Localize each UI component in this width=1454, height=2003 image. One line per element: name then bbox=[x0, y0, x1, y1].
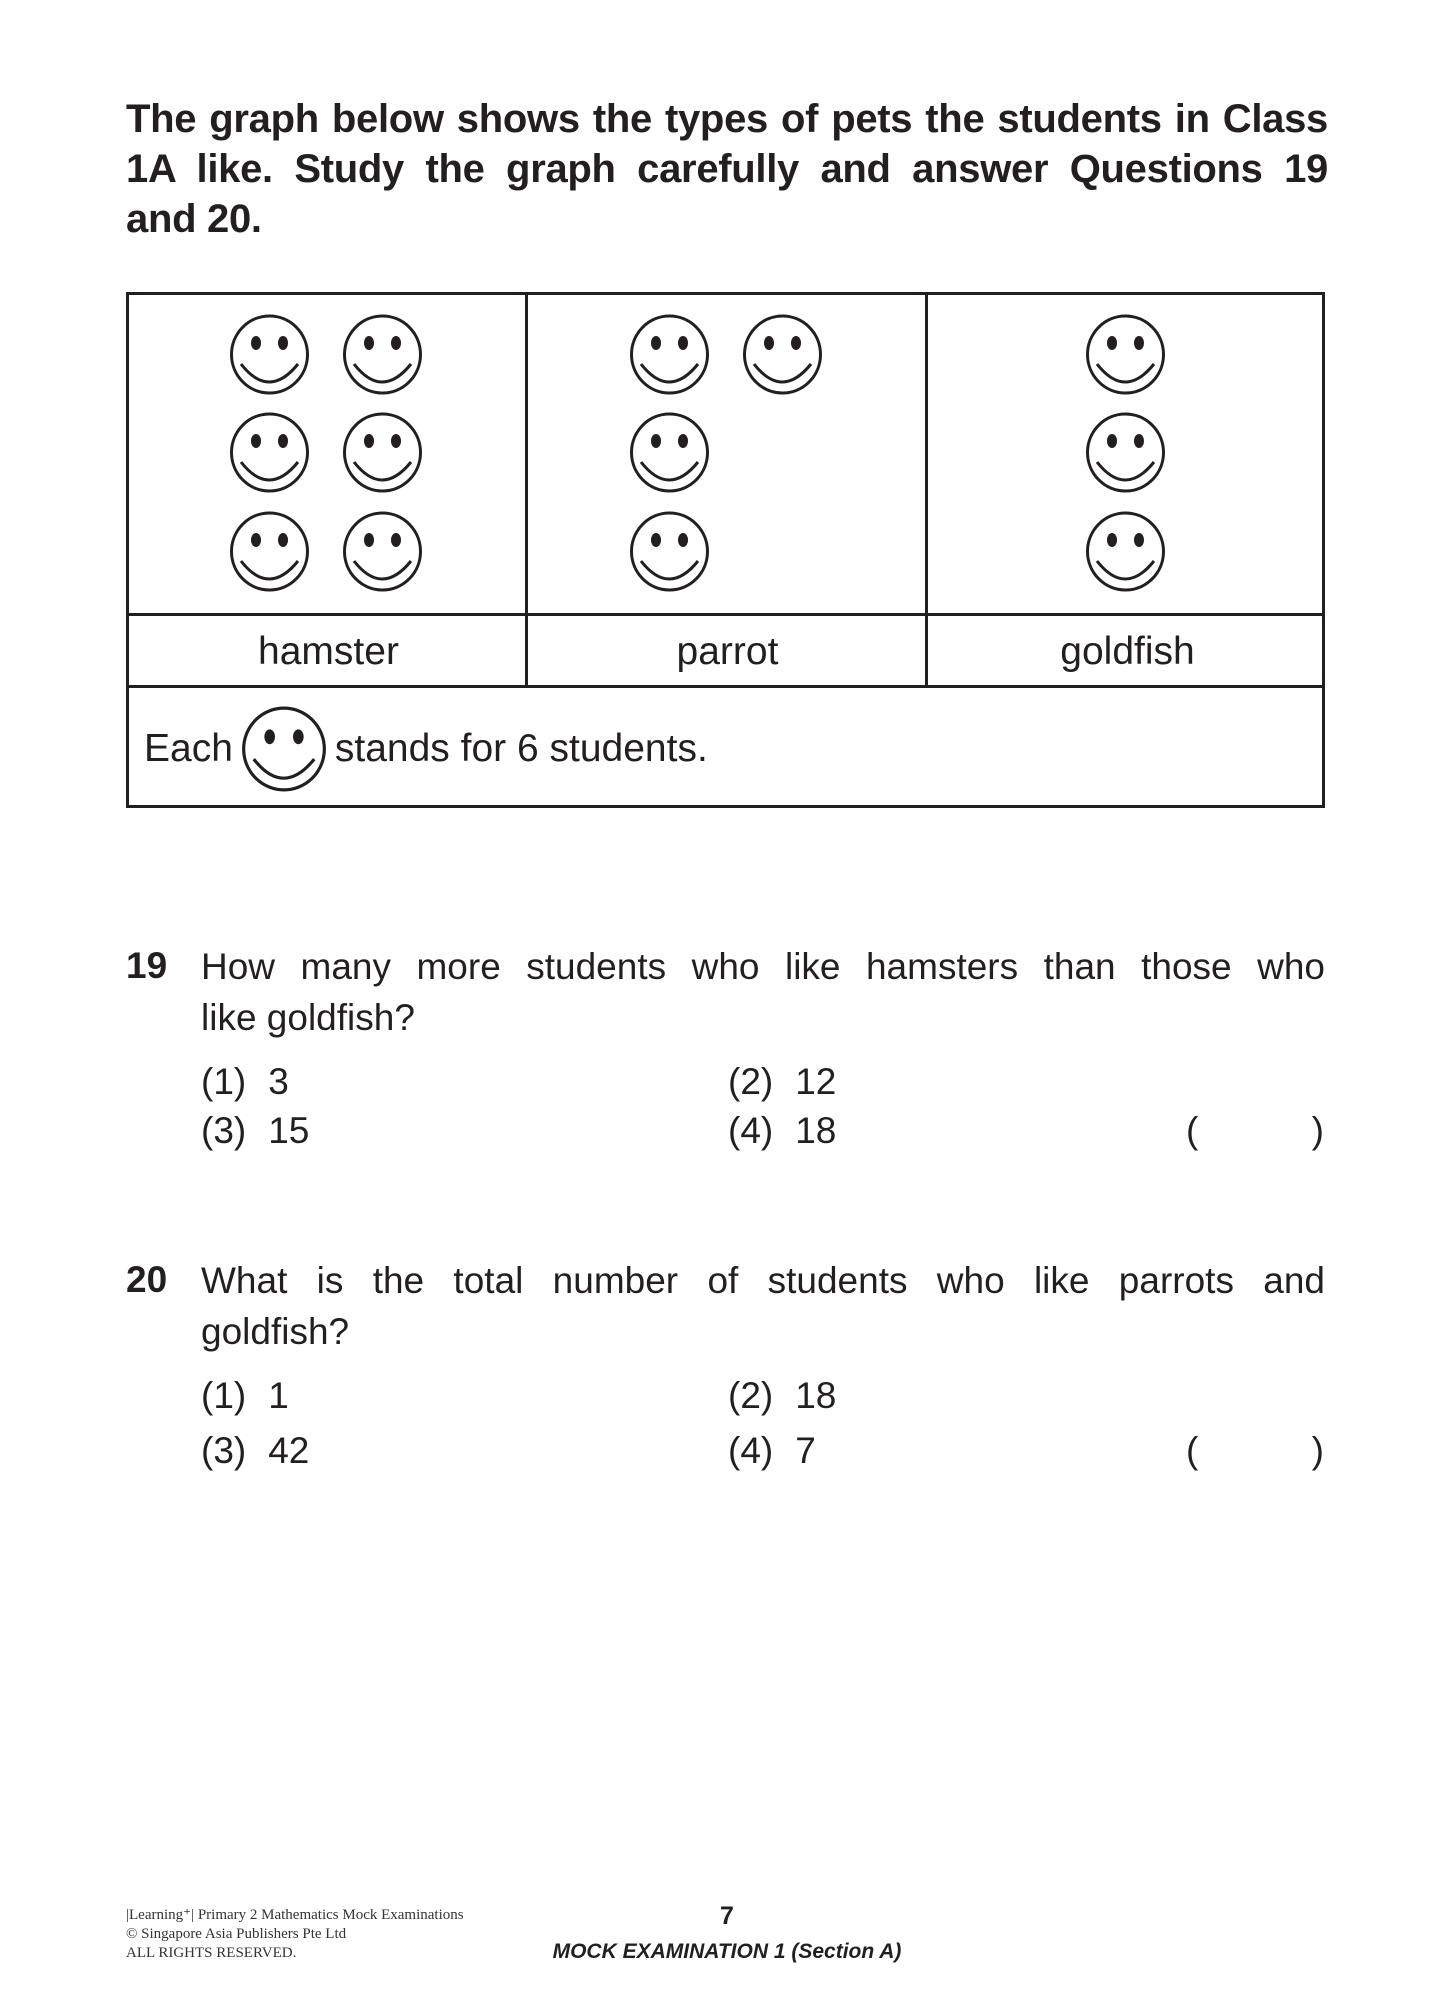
smiley-face-icon bbox=[229, 314, 310, 395]
footer-line: © Singapore Asia Publishers Pte Ltd bbox=[126, 1926, 347, 1942]
answer-close-bracket: ) bbox=[1311, 1110, 1324, 1151]
option-3[interactable] bbox=[201, 1430, 309, 1472]
option-label: (4) bbox=[728, 1430, 774, 1471]
option-2[interactable] bbox=[728, 1061, 836, 1103]
smiley-face-icon bbox=[629, 412, 710, 493]
option-1[interactable] bbox=[201, 1061, 289, 1103]
smiley-face-icon bbox=[1085, 314, 1166, 395]
section-title: MOCK EXAMINATION 1 (Section A) bbox=[552, 1940, 902, 1963]
instructions-paragraph bbox=[126, 94, 1328, 244]
option-value: 42 bbox=[268, 1430, 310, 1471]
answer-open-bracket: ( bbox=[1186, 1430, 1199, 1471]
smiley-face-icon bbox=[229, 511, 310, 592]
option-value: 15 bbox=[268, 1110, 310, 1151]
option-label: (3) bbox=[201, 1430, 247, 1471]
question-text-line: goldfish? bbox=[201, 1311, 350, 1352]
question-text-line: like goldfish? bbox=[201, 997, 415, 1038]
smiley-face-icon bbox=[742, 314, 823, 395]
option-label: (2) bbox=[728, 1061, 774, 1102]
option-value: 1 bbox=[268, 1375, 289, 1416]
smiley-face-icon bbox=[1085, 511, 1166, 592]
smiley-face-icon bbox=[342, 314, 423, 395]
footer-line: ALL RIGHTS RESERVED. bbox=[126, 1945, 297, 1961]
smiley-face-icon bbox=[1085, 412, 1166, 493]
answer-open-bracket: ( bbox=[1186, 1110, 1199, 1151]
category-label-goldfish: goldfish bbox=[1060, 630, 1195, 673]
option-value: 12 bbox=[795, 1061, 837, 1102]
option-1[interactable] bbox=[201, 1375, 289, 1417]
smiley-face-icon bbox=[229, 412, 310, 493]
instructions-line: 1A like. Study the graph carefully and answer Questions 19 bbox=[126, 147, 1328, 191]
answer-close-bracket: ) bbox=[1311, 1430, 1324, 1471]
instructions-line: The graph below shows the types of pets the students in Class bbox=[126, 97, 1328, 141]
option-4[interactable] bbox=[728, 1430, 816, 1472]
category-label-hamster: hamster bbox=[258, 630, 399, 673]
key-suffix: stands for 6 students. bbox=[334, 727, 708, 770]
option-4[interactable] bbox=[728, 1110, 836, 1152]
option-value: 7 bbox=[795, 1430, 816, 1471]
smiley-face-icon bbox=[629, 511, 710, 592]
answer-box[interactable] bbox=[1186, 1430, 1326, 1472]
question-text-line: How many more students who like hamsters than those who bbox=[201, 946, 1325, 987]
option-label: (3) bbox=[201, 1110, 247, 1151]
option-2[interactable] bbox=[728, 1375, 836, 1417]
option-value: 18 bbox=[795, 1375, 837, 1416]
option-value: 18 bbox=[795, 1110, 837, 1151]
option-value: 3 bbox=[268, 1061, 289, 1102]
option-label: (4) bbox=[728, 1110, 774, 1151]
category-label-parrot: parrot bbox=[676, 630, 779, 673]
question-text bbox=[201, 941, 1325, 1043]
page-number: 7 bbox=[720, 1902, 734, 1930]
key-prefix: Each bbox=[144, 727, 233, 770]
option-label: (1) bbox=[201, 1061, 247, 1102]
smiley-face-icon bbox=[629, 314, 710, 395]
smiley-face-icon bbox=[342, 412, 423, 493]
smiley-face-icon bbox=[342, 511, 423, 592]
option-label: (2) bbox=[728, 1375, 774, 1416]
footer-line: |Learning⁺| Primary 2 Mathematics Mock Examinations bbox=[126, 1907, 464, 1923]
picture-graph bbox=[126, 292, 1325, 808]
question-text-line: What is the total number of students who like parrots and bbox=[201, 1260, 1325, 1301]
question-text bbox=[201, 1255, 1325, 1357]
instructions-line: and 20. bbox=[126, 197, 262, 241]
smiley-face-icon bbox=[241, 706, 327, 792]
answer-box[interactable] bbox=[1186, 1110, 1326, 1152]
graph-key bbox=[144, 690, 708, 808]
option-3[interactable] bbox=[201, 1110, 309, 1152]
option-label: (1) bbox=[201, 1375, 247, 1416]
question-number: 20 bbox=[126, 1259, 168, 1300]
question-number: 19 bbox=[126, 945, 168, 986]
